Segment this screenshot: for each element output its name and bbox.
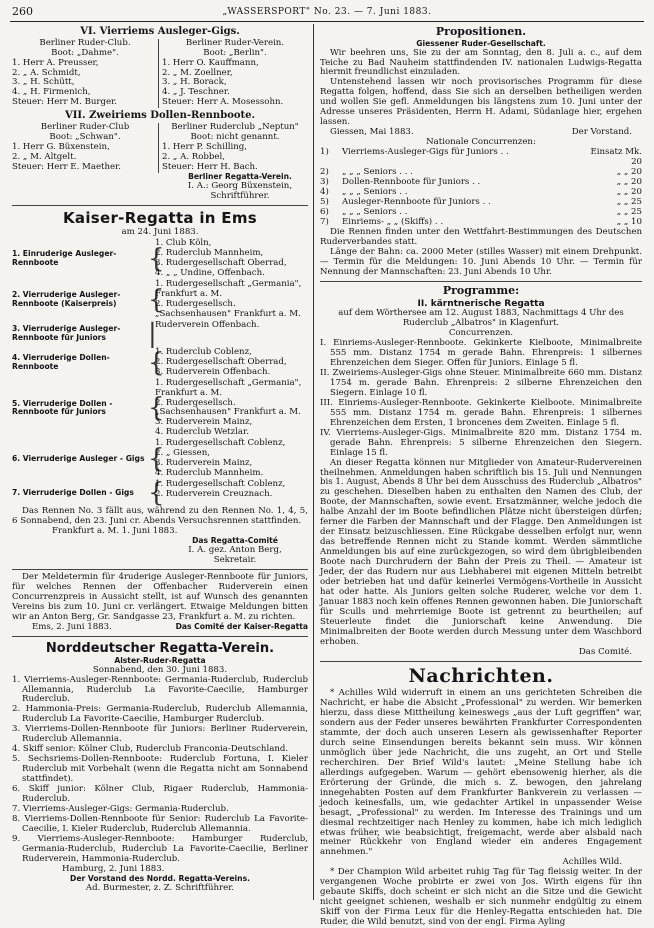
list-item: 8. Vierriems-Dollen-Rennboote für Senior: Ruderclub La Favorite-Caecilie, I. Kieler Ruderclub, Ruderclub Allemannia.: [12, 814, 308, 835]
steersman: Steuer: Herr H. Bach.: [162, 161, 258, 172]
divider: [12, 636, 308, 637]
conc-heading: Concurrenzen.: [448, 327, 514, 338]
entrant: 1. Rudergesellschaft Coblenz,: [155, 479, 286, 490]
nord-date: Sonnabend, den 30. Juni 1883.: [92, 664, 228, 675]
entrant: 2. Rudergesellsch. „Sachsenhausen" Frankfurt a. M.: [155, 397, 301, 418]
masthead-title: „WASSERSPORT" No. 23. — 7. Juni 1883.: [222, 7, 432, 17]
crew-member: 3. „ H. Borack,: [162, 77, 227, 88]
race-name: 6. Vierruderige Ausleger - Gigs: [12, 453, 145, 463]
ems-signature: I. A. gez. Anton Berg,: [188, 544, 282, 555]
entrant: 2. Ruderclub Mannheim,: [155, 247, 264, 258]
entrant: 4. Ruderclub Mannheim.: [155, 468, 264, 479]
entrant: Ruderverein Offenbach.: [155, 319, 260, 330]
boat-name: Boot: „Schwan".: [49, 131, 121, 142]
entrant: 2. Rudergesellsch. „Sachsenhausen" Frankfurt a. M.: [155, 298, 301, 319]
entrant: 1. Club Köln,: [155, 237, 212, 248]
news-signature: Achilles Wild.: [562, 857, 622, 868]
crew-member: 3. „ H. Schütt,: [12, 77, 75, 88]
crew-member: 1. Herr O. Kauffmann,: [162, 57, 259, 68]
row-fee: „ „ 10: [616, 217, 642, 228]
list-item: 6. Skiff junior: Kölner Club, Rigaer Ruderclub, Hammonia-Ruderclub.: [12, 784, 308, 805]
brace: {: [148, 478, 165, 509]
boat-name: Boot: „Dahme".: [51, 47, 119, 58]
list-item: 5. Sechsriems-Dollen-Rennboote: Ruderclub Fortuna, I. Kieler Ruderclub mit Vorbehalt (wenn die Regatta nicht am Sonnabend stattfindet).: [12, 754, 308, 785]
conc-rules: An dieser Regatta können nur Mitglieder von Amateur-Rudervereinen theilnehmen. Anmeldungen haben schriftlich bis 15. Juli und Nennungen bis 1. August, Abends 8 Uhr bei dem Ausschuss des Ruderclub „Albatros" zu geschehen. Dieselben haben zu enthalten den Namen des Club, der Boote, der Mannschaften, sowie event. Ersatzmänner, welche jedoch die halbe Anzahl der im Boote befindlichen Plätze nicht übersteigen dürfen; ferner die Farben der Mannschaft und der Flagge. Den Anmeldungen ist der Einsatz beizuschliessen. Eine Rückgabe desselben erfolgt nur, wenn das betreffende Rennen nicht zu Stande kommt. Werden sämmtliche Anmeldungen bis auf eine zurückgezogen, so wird dem übrigbleibenden Boote nach Durchrudern der Bahn der Preis zu Theil. — Amateur ist Jeder, der das Rudern nur aus Liebhaberei mit eigenen Mitteln betreibt oder betrieben hat und dafür keinerlei Vermögens-Vortheile in Aussicht hat oder hatte. Als Juniors gelten solche Ruderer, welche vor dem 1. Januar 1883 noch kein offenes Rennen gewonnen haben. Die Juniorschaft für Sculls und mehrriemige Boote ist getrennt zu beurtheilen; auf Steuerleute findet die Juniorschaft keine Anwendung. Die Minimalbreiten der Boote werden durch Messung unter dem Waschbord erhoben.: [320, 457, 642, 647]
race-list: [12, 237, 308, 509]
nord-signature: Ad. Burmester, z. Z. Schriftführer.: [85, 882, 235, 893]
header-rule: [10, 21, 644, 22]
list-item: III. Einriems-Ausleger-Rennboote. Gekinkerte Kielboote. Minimalbreite 555 mm. Distanz 1754 m. gerade Bahn. Ehrenpreis: 1 silbernes Ehrenzeichen dem Ersten, 1 broncenes dem Zweiten. Einlage 5 fl.: [320, 397, 642, 428]
entrant: 3. Ruderverein Offenbach.: [155, 366, 271, 377]
race-name: 7. Vierruderige Dollen - Gigs: [12, 487, 134, 497]
giessen-program: Untenstehend lassen wir noch provisorisches Programm für diese Regatta folgen, hoffend, dass Sie sich an derselben betheiligen werden und wollen Sie gefl. Anmeldungen bis längstens zum 10. Juni unter der Adresse unseres Präsidenten, Herrn H. Adami, Südanlage hier, ergehen lassen.: [320, 77, 642, 128]
row-title: „ „ „ Seniors . . .: [342, 167, 413, 178]
crew-member: 1. Herr G. Büxenstein,: [12, 141, 110, 152]
row-fee: „ „ 25: [616, 197, 642, 208]
race-entry: [12, 439, 308, 479]
row-title: „ „ „ Seniors . .: [342, 207, 408, 218]
race-entry: [12, 379, 308, 439]
steersman: Steuer: Herr E. Maether.: [12, 161, 122, 172]
entrant: 3. Ruderverein Mainz,: [155, 458, 253, 469]
entrant: 3. Ruderverein Mainz,: [155, 417, 253, 428]
nord-title: Norddeutscher Regatta-Verein.: [45, 640, 275, 656]
column-divider: [313, 24, 314, 900]
ems-signature-role: Sekretair.: [213, 554, 257, 565]
giessen-invitation: Wir beehren uns, Sie zu der am Sonntag, den 8. Juli a. c., auf dem Teiche zu Bad Nauheim stattfindenden IV. nationalen Ludwigs-Regatta hiermit freundlichst einzuladen.: [320, 47, 642, 78]
divider: [320, 661, 642, 662]
row-title: Einriems- „ „ (Skiffs) . .: [342, 217, 444, 228]
row-fee: „ „ 20: [616, 177, 642, 188]
race-name: 2. Vierruderige Ausleger-Rennboote (Kaiserpreis): [12, 289, 121, 308]
list-item: II. Zweiriems-Ausleger-Gigs ohne Steuer. Minimalbreite 660 mm. Distanz 1754 m. gerade Bahn. Ehrenpreis: 2 silberne Ehrenzeichen den Siegern. Einlage 10 fl.: [320, 367, 642, 398]
entrant: 4. „ „ Undine, Offenbach.: [155, 267, 265, 278]
entrant: 1. Rudergesellschaft „Germania", Frankfurt a. M.: [155, 278, 302, 299]
club-name: Berliner Ruder-Club: [40, 121, 130, 132]
list-item: I. Einriems-Ausleger-Rennboote. Gekinkerte Kielboote, Minimalbreite 555 mm. Distanz 1754 m gerade Bahn. Ehrenpreis: 1 silbernes Ehrenzeichen dem Sieger. Offen für Juniors. Einlage 5 fl.: [320, 337, 642, 368]
row-number: 4): [320, 187, 329, 198]
crew-member: 1. Herr P. Schilling,: [162, 141, 247, 152]
race-entry: [12, 239, 308, 279]
race-entry: [12, 348, 308, 378]
left-column: [12, 24, 308, 894]
brace: {: [148, 444, 165, 475]
entrant: 2. Ruderverein Creuznach.: [155, 489, 273, 500]
propositionen-heading: Propositionen.: [435, 25, 527, 38]
news-item: * Achilles Wild widerruft in einem an uns gerichteten Schreiben die Nachricht, er habe die Absicht „Professional" zu werden. Wir bemerken hierzu, dass diese Mittheilung keineswegs „aus der Luft gegriffen" war, sondern aus der Feder unseres bewährten Frankfurter Correspondenten stammte, der doch auch unseren Lesern als gewissenhafter Reporter durch seine Einsendungen bereits bekannt sein muss. Wir können unmöglich über jede Nachricht, die uns zugeht, an Ort und Stelle recherchiren. Der Brief Wild's lautet: „Meine Stellung habe ich allerdings aufgegeben. Warum — gehört ebensowenig hierher, als die Erörterung der Gründe, die mich s. Z. bewogen, den jahrelang innegehabten Posten auf dem Frankfurter Bankverein zu verlassen — jedoch keinesfalls, um, wie gedachter Artikel in unpassender Weise besagt, „Professional" zu werden. Im Interesse des Trainings und um diesmal rechtzeitiger nach Henley zu kommen, habe ich mich lediglich etwas früher, wie beabsichtigt, freigemacht, werde aber alsbald nach meiner Rückkehr von England wieder ein anderes Engagement annehmen.": [320, 687, 642, 858]
crew-member: 2. „ M. Zoellner,: [162, 67, 233, 78]
kaiser-regatta-title: Kaiser-Regatta in Ems: [62, 208, 258, 227]
news-item: * Der Champion Wild arbeitet ruhig Tag für Tag fleissig weiter. In der vergangenen Woche probirte er zwei von Jos. Wirth eigens für ihn gebaute Skiffs, doch scheint er sich nicht an die Sitze und die Gewicht nicht geeignet schienen, weshalb er sich nunmehr endgültig zu einem Skiff von der Firma Leux für die Henley-Regatta entschieden hat. Die Ruder, die Wild benutzt, sind von der engl. Firma Ayling: [320, 867, 642, 928]
dollen-club-1: [12, 123, 158, 173]
kaernt-heading: II. kärntnerische Regatta: [417, 298, 545, 309]
entrant: 4. Ruderclub Wetzlar.: [155, 427, 249, 438]
club-name: Berliner Ruder-Club.: [39, 37, 131, 48]
row-title: Dollen-Rennboote für Juniors . .: [342, 177, 481, 188]
kaiser-regatta-date: am 24. Juni 1883.: [121, 226, 199, 237]
kaernt-intro: auf dem Wörthersee am 12. August 1883, Nachmittags 4 Uhr des Ruderclub „Albatros" in Klagenfurt.: [338, 308, 624, 328]
giessen-date: Giessen, Mai 1883.: [330, 127, 414, 138]
ems-footer: [12, 623, 308, 633]
signature-line: Schriftführer.: [210, 190, 270, 201]
national-terms: Länge der Bahn: ca. 2000 Meter (stilles Wasser) mit einem Drehpunkt. — Termin für die Meldungen: 10. Juni Abends 10 Uhr. — Termin für Nennung der Mannschaften: 23. Juni Abends 10 Uhr.: [320, 246, 642, 277]
brace: |: [148, 318, 157, 349]
row-title: Vierriems-Ausleger-Gigs für Juniors . .: [342, 147, 509, 158]
page-header: [10, 6, 644, 20]
giessen-club: Giessener Ruder-Gesellschaft.: [416, 38, 546, 48]
list-item: IV. Vierriems-Ausleger-Gigs. Minimalbreite 820 mm. Distanz 1754 m. gerade Bahn. Ehrenpreis: 5 silberne Ehrenzeichen den Siegern. Einlage 15 fl.: [320, 427, 642, 458]
nachrichten-heading: Nachrichten.: [408, 664, 554, 687]
crew-member: 4. „ J. Teschner.: [162, 87, 230, 98]
row-fee: „ „ 25: [616, 207, 642, 218]
ems-note: Das Rennen No. 3 fällt aus, während zu den Rennen No. 1, 4, 5, 6 Sonnabend, den 23. Juni cr. Abends Versuchsrennen stattfinden.: [12, 506, 308, 527]
gigs-entries: [12, 39, 308, 109]
gigs-heading: VI. Vierriems Ausleger-Gigs.: [80, 26, 240, 37]
entrant: 1. Rudergesellschaft „Germania", Frankfurt a. M.: [155, 377, 302, 398]
brace: {: [148, 393, 165, 424]
programme-heading: Programme:: [442, 283, 520, 297]
national-note: Die Rennen finden unter den Wettfahrt-Bestimmungen des Deutschen Ruderverbandes statt.: [320, 226, 642, 247]
list-item: 1. Vierriems-Ausleger-Rennboote: Germania-Ruderclub, Ruderclub Allemannia, Ruderclub La Favorite-Caecilie, Hamburger Ruderclub.: [12, 674, 308, 705]
row-fee: Einsatz Mk. 20: [590, 147, 642, 168]
ems-date-2: Ems, 2. Juni 1883.: [32, 621, 112, 632]
race-entry: [12, 318, 308, 349]
entrant: 1. Ruderclub Coblenz,: [155, 346, 252, 357]
conc-signature: Das Comité.: [578, 646, 632, 657]
giessen-vorstand: Der Vorstand.: [571, 127, 632, 138]
race-name: 4. Vierruderige Dollen-Rennboote: [12, 352, 110, 371]
row-number: 3): [320, 177, 329, 188]
table-row: [320, 148, 642, 168]
boat-name: Boot: nicht genannt.: [190, 131, 280, 142]
right-column: [320, 24, 642, 928]
row-number: 2): [320, 167, 329, 178]
signature-line: Berliner Regatta-Verein.: [188, 171, 292, 181]
page-number: 260: [12, 5, 33, 18]
row-number: 5): [320, 197, 329, 208]
brv-signature: [12, 173, 308, 202]
entrant: 2. „ Giessen,: [155, 448, 210, 459]
gigs-club-2: [158, 39, 308, 109]
ems-date: Frankfurt a. M. 1. Juni 1883.: [52, 526, 178, 537]
row-number: 1): [320, 147, 329, 158]
steersman: Steuer: Herr A. Mosessohn.: [162, 97, 284, 108]
club-name: Berliner Ruderclub „Neptun": [171, 121, 299, 132]
list-item: 4. Skiff senior: Kölner Club, Ruderclub Franconia-Deutschland.: [12, 744, 289, 755]
dollen-club-2: [158, 123, 308, 173]
crew-member: 2. „ A. Schmidt,: [12, 67, 81, 78]
dollen-entries: [12, 123, 308, 173]
meldung-note: Der Meldetermin für 4ruderige Ausleger-Rennboote für Juniors, für welches Rennen der Offenbacher Ruderverein einen Concurrenzpreis in Aussicht stellt, ist auf Wunsch des genannten Vereins bis zum 10. Juni cr. verlängert. Etwaige Meldungen bitten wir an Anton Berg, Gr. Sandgasse 23, Frankfurt a. M. zu richten.: [12, 571, 308, 622]
divider: [12, 205, 308, 206]
signature-line: I. A.: Georg Büxenstein,: [187, 180, 293, 191]
row-title: Ausleger-Rennboote für Juniors . .: [342, 197, 491, 208]
list-item: 7. Vierriems-Ausleger-Gigs: Germania-Ruderclub.: [12, 804, 229, 815]
dollen-heading: VII. Zweiriems Dollen-Rennboote.: [65, 110, 255, 122]
entrant: 1. Rudergesellschaft Coblenz,: [155, 438, 286, 449]
nord-list: [12, 676, 308, 865]
nord-subtitle: Alster-Ruder-Regatta: [114, 655, 206, 665]
brace: {: [148, 284, 165, 315]
row-number: 6): [320, 207, 329, 218]
crew-member: 4. „ H. Firmenich,: [12, 87, 91, 98]
list-item: 3. Vierriems-Dollen-Rennboote für Juniors: Berliner Ruderverein, Ruderclub Allemannia.: [12, 724, 308, 745]
entrant: 2. Rudergesellschaft Oberrad,: [155, 356, 287, 367]
crew-member: 2. „ A. Robbel,: [162, 151, 225, 162]
row-fee: „ „ 20: [616, 187, 642, 198]
race-name: 1. Einruderige Ausleger-Rennboote: [12, 249, 117, 267]
national-heading: Nationale Concurrenzen:: [426, 137, 536, 148]
brace: {: [148, 347, 165, 378]
row-fee: „ „ 20: [616, 167, 642, 178]
row-title: „ „ „ Seniors . .: [342, 187, 408, 198]
race-name: 3. Vierruderige Ausleger-Rennboote für Juniors: [12, 323, 121, 342]
entrant: 3. Rudergesellschaft Oberrad,: [155, 257, 287, 268]
nord-vorstand: Der Vorstand des Nordd. Regatta-Vereins.: [70, 873, 250, 883]
boat-name: Boot: „Berlin".: [203, 47, 267, 58]
race-entry: [12, 478, 308, 509]
list-item: 9. Vierriems-Ausleger-Rennboote: Hamburger Ruderclub, Germania-Ruderclub, Ruderclub La Favorite-Caecilie, Berliner Ruderverein, Hammonia-Ruderclub.: [12, 834, 308, 864]
crew-member: 1. Herr A. Preusser,: [12, 57, 99, 68]
divider: [320, 281, 642, 282]
divider: [12, 569, 308, 570]
nord-place: Hamburg, 2. Juni 1883.: [62, 863, 165, 874]
crew-member: 2. „ M. Altgelt.: [12, 151, 77, 162]
concurrenzen-table: [320, 148, 642, 228]
ems-comite-2: Das Comité der Kaiser-Regatta: [175, 621, 308, 631]
race-name: 5. Vierruderige Dollen - Rennboote für Juniors: [12, 398, 113, 417]
list-item: 2. Hammonia-Preis: Germania-Ruderclub, Ruderclub Allemannia, Ruderclub La Favorite-Caecilie, Hamburger Ruderclub.: [12, 704, 308, 725]
ems-comite: Das Regatta-Comité: [192, 536, 278, 546]
club-name: Berliner Ruder-Verein.: [185, 37, 285, 48]
race-entry: [12, 280, 308, 320]
brace: {: [148, 243, 165, 274]
gigs-club-1: [12, 39, 158, 109]
steersman: Steuer: Herr M. Burger.: [12, 97, 118, 108]
row-number: 7): [320, 217, 329, 228]
